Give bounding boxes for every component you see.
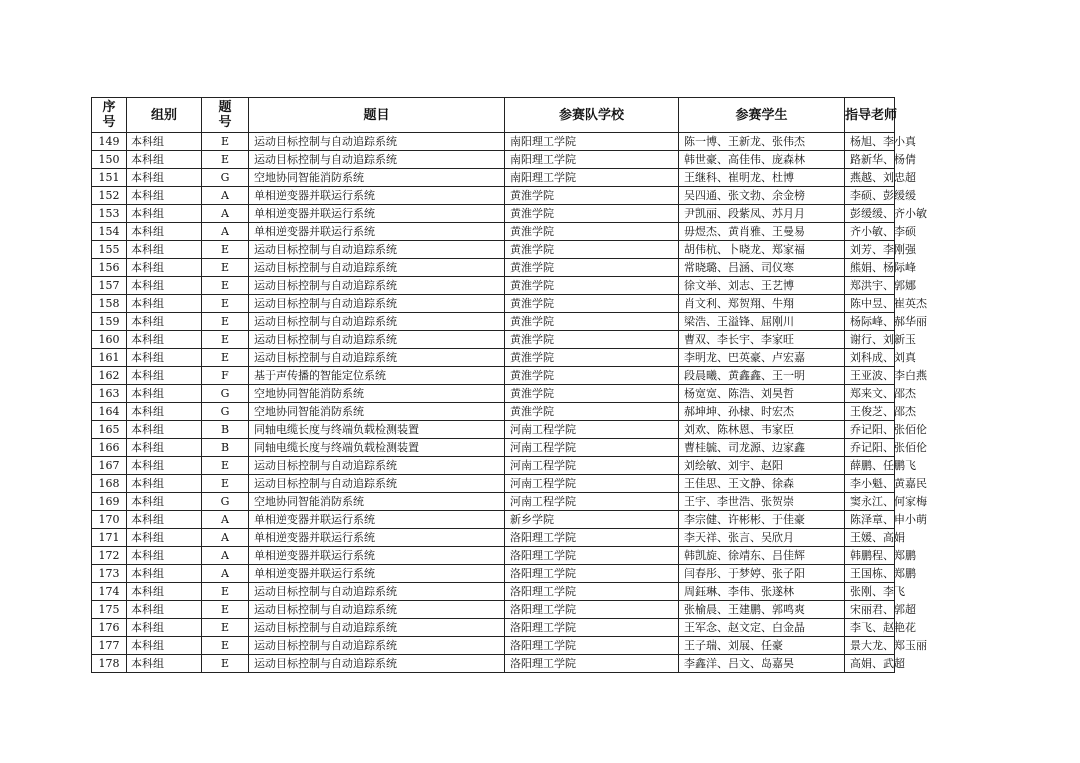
- cell-teachers: 燕越、刘忠超: [845, 169, 895, 187]
- cell-students: 王军念、赵文定、白金晶: [679, 619, 845, 637]
- cell-title: 运动目标控制与自动追踪系统: [249, 583, 505, 601]
- cell-title: 单相逆变器并联运行系统: [249, 565, 505, 583]
- cell-group: 本科组: [127, 313, 202, 331]
- cell-question: E: [202, 151, 249, 169]
- cell-group: 本科组: [127, 295, 202, 313]
- table-row: [92, 169, 895, 187]
- table-row: [92, 565, 895, 583]
- cell-school: 黄淮学院: [505, 187, 679, 205]
- cell-students: 王宇、李世浩、张贺崇: [679, 493, 845, 511]
- cell-number: 161: [92, 349, 127, 367]
- cell-school: 河南工程学院: [505, 439, 679, 457]
- cell-number: 151: [92, 169, 127, 187]
- cell-group: 本科组: [127, 583, 202, 601]
- cell-group: 本科组: [127, 223, 202, 241]
- cell-number: 167: [92, 457, 127, 475]
- cell-students: 李鑫洋、吕文、岛嘉昊: [679, 655, 845, 673]
- cell-title: 同轴电缆长度与终端负载检测装置: [249, 439, 505, 457]
- cell-school: 黄淮学院: [505, 259, 679, 277]
- cell-title: 运动目标控制与自动追踪系统: [249, 151, 505, 169]
- table-row: [92, 187, 895, 205]
- cell-number: 178: [92, 655, 127, 673]
- cell-title: 运动目标控制与自动追踪系统: [249, 313, 505, 331]
- table-row: [92, 547, 895, 565]
- cell-number: 152: [92, 187, 127, 205]
- cell-school: 洛阳理工学院: [505, 637, 679, 655]
- cell-school: 黄淮学院: [505, 403, 679, 421]
- cell-students: 段晨曦、黄鑫鑫、王一明: [679, 367, 845, 385]
- cell-school: 洛阳理工学院: [505, 565, 679, 583]
- cell-number: 168: [92, 475, 127, 493]
- cell-teachers: 王俊芝、邵杰: [845, 403, 895, 421]
- cell-question: E: [202, 241, 249, 259]
- table-row: [92, 403, 895, 421]
- cell-question: G: [202, 493, 249, 511]
- table-row: [92, 277, 895, 295]
- cell-school: 洛阳理工学院: [505, 655, 679, 673]
- cell-group: 本科组: [127, 259, 202, 277]
- cell-group: 本科组: [127, 151, 202, 169]
- cell-title: 运动目标控制与自动追踪系统: [249, 619, 505, 637]
- cell-title: 单相逆变器并联运行系统: [249, 511, 505, 529]
- cell-teachers: 高娟、武超: [845, 655, 895, 673]
- cell-question: F: [202, 367, 249, 385]
- table-row: [92, 457, 895, 475]
- cell-students: 胡伟杭、卜晓龙、郑家福: [679, 241, 845, 259]
- cell-group: 本科组: [127, 637, 202, 655]
- cell-question: A: [202, 205, 249, 223]
- cell-title: 单相逆变器并联运行系统: [249, 547, 505, 565]
- cell-number: 173: [92, 565, 127, 583]
- cell-number: 172: [92, 547, 127, 565]
- cell-teachers: 窦永江、何家梅: [845, 493, 895, 511]
- cell-number: 162: [92, 367, 127, 385]
- table-body: [92, 133, 927, 673]
- header-number: [92, 98, 127, 133]
- cell-school: 河南工程学院: [505, 493, 679, 511]
- table-row: [92, 637, 895, 655]
- cell-teachers: 杨旭、李小真: [845, 133, 895, 151]
- cell-group: 本科组: [127, 169, 202, 187]
- cell-title: 运动目标控制与自动追踪系统: [249, 349, 505, 367]
- cell-question: E: [202, 259, 249, 277]
- cell-question: A: [202, 547, 249, 565]
- cell-school: 南阳理工学院: [505, 151, 679, 169]
- header-number-line1: 序: [102, 100, 116, 115]
- cell-group: 本科组: [127, 619, 202, 637]
- cell-number: 150: [92, 151, 127, 169]
- cell-question: E: [202, 637, 249, 655]
- cell-number: 163: [92, 385, 127, 403]
- cell-teachers: 陈中昱、崔英杰: [845, 295, 895, 313]
- table-row: [92, 367, 895, 385]
- cell-students: 韩世豪、高佳伟、庞森林: [679, 151, 845, 169]
- cell-title: 运动目标控制与自动追踪系统: [249, 655, 505, 673]
- cell-question: G: [202, 403, 249, 421]
- table-row: [92, 349, 895, 367]
- cell-question: E: [202, 655, 249, 673]
- cell-number: 174: [92, 583, 127, 601]
- cell-title: 单相逆变器并联运行系统: [249, 187, 505, 205]
- cell-students: 李宗健、许彬彬、于佳豪: [679, 511, 845, 529]
- cell-teachers: 王媛、高娟: [845, 529, 895, 547]
- cell-students: 郝坤坤、孙棣、时宏杰: [679, 403, 845, 421]
- cell-number: 165: [92, 421, 127, 439]
- cell-students: 杨宽宽、陈浩、刘昊哲: [679, 385, 845, 403]
- table-header: [92, 98, 898, 133]
- cell-question: A: [202, 187, 249, 205]
- cell-teachers: 陈泽章、申小萌: [845, 511, 895, 529]
- cell-title: 运动目标控制与自动追踪系统: [249, 295, 505, 313]
- cell-teachers: 杨际峰、郝华丽: [845, 313, 895, 331]
- cell-school: 河南工程学院: [505, 421, 679, 439]
- cell-students: 闫春彤、于梦婷、张子阳: [679, 565, 845, 583]
- cell-group: 本科组: [127, 439, 202, 457]
- cell-school: 洛阳理工学院: [505, 529, 679, 547]
- table-row: [92, 421, 895, 439]
- cell-title: 运动目标控制与自动追踪系统: [249, 331, 505, 349]
- table-row: [92, 151, 895, 169]
- cell-teachers: 彭缓缓、齐小敏: [845, 205, 895, 223]
- header-question-line1: 题: [218, 100, 232, 115]
- cell-number: 175: [92, 601, 127, 619]
- table-row: [92, 511, 895, 529]
- cell-school: 黄淮学院: [505, 277, 679, 295]
- cell-school: 黄淮学院: [505, 313, 679, 331]
- cell-number: 159: [92, 313, 127, 331]
- table-row: [92, 619, 895, 637]
- header-row: [92, 98, 895, 133]
- table-row: [92, 493, 895, 511]
- cell-title: 同轴电缆长度与终端负载检测装置: [249, 421, 505, 439]
- table-row: [92, 259, 895, 277]
- cell-question: E: [202, 601, 249, 619]
- cell-group: 本科组: [127, 547, 202, 565]
- cell-teachers: 李硕、彭缓缓: [845, 187, 895, 205]
- cell-number: 153: [92, 205, 127, 223]
- cell-number: 160: [92, 331, 127, 349]
- header-number-line2: 号: [102, 115, 116, 130]
- cell-teachers: 乔记阳、张佰伦: [845, 439, 895, 457]
- cell-question: A: [202, 529, 249, 547]
- cell-group: 本科组: [127, 241, 202, 259]
- cell-teachers: 李小魁、黄嘉民: [845, 475, 895, 493]
- cell-title: 单相逆变器并联运行系统: [249, 529, 505, 547]
- cell-teachers: 韩鹏程、郑鹏: [845, 547, 895, 565]
- cell-school: 黄淮学院: [505, 385, 679, 403]
- cell-number: 166: [92, 439, 127, 457]
- cell-title: 运动目标控制与自动追踪系统: [249, 601, 505, 619]
- cell-teachers: 路新华、杨倩: [845, 151, 895, 169]
- cell-title: 空地协同智能消防系统: [249, 169, 505, 187]
- cell-teachers: 刘科成、刘真: [845, 349, 895, 367]
- cell-group: 本科组: [127, 385, 202, 403]
- cell-teachers: 张刚、李飞: [845, 583, 895, 601]
- header-teachers: 指导老师: [845, 98, 895, 133]
- cell-teachers: 薛鹏、任鹏飞: [845, 457, 895, 475]
- cell-question: E: [202, 619, 249, 637]
- cell-teachers: 熊娟、杨际峰: [845, 259, 895, 277]
- table-row: [92, 313, 895, 331]
- cell-number: 156: [92, 259, 127, 277]
- cell-students: 肖文利、郑贺翔、牛翔: [679, 295, 845, 313]
- cell-school: 黄淮学院: [505, 349, 679, 367]
- cell-students: 李明龙、巴英豪、卢宏嘉: [679, 349, 845, 367]
- cell-students: 韩凯旋、徐靖东、吕佳辉: [679, 547, 845, 565]
- cell-title: 运动目标控制与自动追踪系统: [249, 475, 505, 493]
- cell-group: 本科组: [127, 565, 202, 583]
- table-row: [92, 439, 895, 457]
- cell-number: 149: [92, 133, 127, 151]
- cell-question: G: [202, 169, 249, 187]
- cell-group: 本科组: [127, 421, 202, 439]
- cell-school: 洛阳理工学院: [505, 547, 679, 565]
- cell-teachers: 谢行、刘新玉: [845, 331, 895, 349]
- cell-students: 陈一博、王新龙、张伟杰: [679, 133, 845, 151]
- cell-question: E: [202, 457, 249, 475]
- cell-title: 运动目标控制与自动追踪系统: [249, 637, 505, 655]
- cell-title: 单相逆变器并联运行系统: [249, 223, 505, 241]
- cell-school: 黄淮学院: [505, 331, 679, 349]
- cell-teachers: 刘芳、李刚强: [845, 241, 895, 259]
- cell-number: 158: [92, 295, 127, 313]
- header-students: 参赛学生: [679, 98, 845, 133]
- cell-question: E: [202, 295, 249, 313]
- cell-question: E: [202, 277, 249, 295]
- cell-students: 曹桂毓、司龙源、边家鑫: [679, 439, 845, 457]
- header-question: [202, 98, 249, 133]
- cell-title: 空地协同智能消防系统: [249, 493, 505, 511]
- table-row: [92, 385, 895, 403]
- cell-group: 本科组: [127, 205, 202, 223]
- cell-school: 新乡学院: [505, 511, 679, 529]
- header-school: 参赛队学校: [505, 98, 679, 133]
- cell-school: 洛阳理工学院: [505, 601, 679, 619]
- cell-school: 黄淮学院: [505, 367, 679, 385]
- cell-school: 黄淮学院: [505, 295, 679, 313]
- cell-title: 基于声传播的智能定位系统: [249, 367, 505, 385]
- cell-question: E: [202, 313, 249, 331]
- header-title: 题目: [249, 98, 505, 133]
- cell-group: 本科组: [127, 475, 202, 493]
- header-group: 组别: [127, 98, 202, 133]
- cell-group: 本科组: [127, 403, 202, 421]
- table-row: [92, 601, 895, 619]
- cell-group: 本科组: [127, 133, 202, 151]
- cell-title: 空地协同智能消防系统: [249, 403, 505, 421]
- table-row: [92, 331, 895, 349]
- cell-question: E: [202, 349, 249, 367]
- cell-teachers: 宋丽君、郭超: [845, 601, 895, 619]
- cell-title: 运动目标控制与自动追踪系统: [249, 241, 505, 259]
- cell-number: 169: [92, 493, 127, 511]
- cell-number: 157: [92, 277, 127, 295]
- cell-question: E: [202, 583, 249, 601]
- cell-question: A: [202, 565, 249, 583]
- cell-students: 张榆晨、王建鹏、郭鸣爽: [679, 601, 845, 619]
- cell-school: 洛阳理工学院: [505, 619, 679, 637]
- cell-teachers: 郑来文、邵杰: [845, 385, 895, 403]
- header-question-line2: 号: [218, 115, 232, 130]
- cell-group: 本科组: [127, 493, 202, 511]
- cell-school: 南阳理工学院: [505, 169, 679, 187]
- cell-title: 运动目标控制与自动追踪系统: [249, 457, 505, 475]
- cell-school: 黄淮学院: [505, 223, 679, 241]
- cell-teachers: 李飞、赵艳花: [845, 619, 895, 637]
- cell-number: 171: [92, 529, 127, 547]
- cell-title: 运动目标控制与自动追踪系统: [249, 133, 505, 151]
- cell-students: 尹凯丽、段紫凤、苏月月: [679, 205, 845, 223]
- cell-question: E: [202, 133, 249, 151]
- cell-school: 河南工程学院: [505, 475, 679, 493]
- cell-students: 王子瑞、刘展、任豪: [679, 637, 845, 655]
- cell-students: 曹双、李长宇、李家旺: [679, 331, 845, 349]
- table-row: [92, 223, 895, 241]
- table-row: [92, 655, 895, 673]
- cell-number: 164: [92, 403, 127, 421]
- table-row: [92, 133, 895, 151]
- table-row: [92, 583, 895, 601]
- cell-number: 155: [92, 241, 127, 259]
- table-row: [92, 475, 895, 493]
- table-row: [92, 295, 895, 313]
- cell-students: 刘欢、陈林恩、韦家臣: [679, 421, 845, 439]
- cell-number: 176: [92, 619, 127, 637]
- cell-group: 本科组: [127, 331, 202, 349]
- cell-students: 王佳思、王文静、徐森: [679, 475, 845, 493]
- cell-students: 王继科、崔明龙、杜博: [679, 169, 845, 187]
- cell-group: 本科组: [127, 511, 202, 529]
- cell-teachers: 郑洪宇、郭娜: [845, 277, 895, 295]
- cell-title: 空地协同智能消防系统: [249, 385, 505, 403]
- cell-question: E: [202, 475, 249, 493]
- cell-question: A: [202, 511, 249, 529]
- cell-question: B: [202, 439, 249, 457]
- cell-students: 徐文举、刘志、王艺博: [679, 277, 845, 295]
- cell-question: G: [202, 385, 249, 403]
- cell-students: 吴四通、张文勃、余金榜: [679, 187, 845, 205]
- cell-students: 常晓璐、吕涵、司仪寒: [679, 259, 845, 277]
- cell-students: 毋煜杰、黄肖雅、王曼易: [679, 223, 845, 241]
- cell-group: 本科组: [127, 655, 202, 673]
- cell-group: 本科组: [127, 277, 202, 295]
- table-row: [92, 241, 895, 259]
- table-row: [92, 529, 895, 547]
- cell-students: 刘绘敏、刘宇、赵阳: [679, 457, 845, 475]
- cell-school: 南阳理工学院: [505, 133, 679, 151]
- cell-title: 运动目标控制与自动追踪系统: [249, 277, 505, 295]
- cell-teachers: 王国栋、郑鹏: [845, 565, 895, 583]
- cell-number: 170: [92, 511, 127, 529]
- cell-group: 本科组: [127, 349, 202, 367]
- cell-school: 洛阳理工学院: [505, 583, 679, 601]
- table-row: [92, 205, 895, 223]
- cell-teachers: 王亚波、李白燕: [845, 367, 895, 385]
- cell-title: 运动目标控制与自动追踪系统: [249, 259, 505, 277]
- cell-title: 单相逆变器并联运行系统: [249, 205, 505, 223]
- cell-school: 黄淮学院: [505, 205, 679, 223]
- cell-school: 黄淮学院: [505, 241, 679, 259]
- cell-question: E: [202, 331, 249, 349]
- cell-students: 周鈺琳、李伟、张遂林: [679, 583, 845, 601]
- cell-teachers: 景大龙、郑玉丽: [845, 637, 895, 655]
- cell-students: 李天祥、张言、吴欣月: [679, 529, 845, 547]
- cell-students: 梁浩、王溢锋、屈刚川: [679, 313, 845, 331]
- cell-teachers: 乔记阳、张佰伦: [845, 421, 895, 439]
- cell-number: 154: [92, 223, 127, 241]
- results-table: [91, 97, 927, 673]
- cell-question: B: [202, 421, 249, 439]
- cell-teachers: 齐小敏、李硕: [845, 223, 895, 241]
- cell-group: 本科组: [127, 601, 202, 619]
- cell-group: 本科组: [127, 457, 202, 475]
- cell-group: 本科组: [127, 187, 202, 205]
- cell-question: A: [202, 223, 249, 241]
- cell-number: 177: [92, 637, 127, 655]
- cell-group: 本科组: [127, 367, 202, 385]
- cell-school: 河南工程学院: [505, 457, 679, 475]
- cell-group: 本科组: [127, 529, 202, 547]
